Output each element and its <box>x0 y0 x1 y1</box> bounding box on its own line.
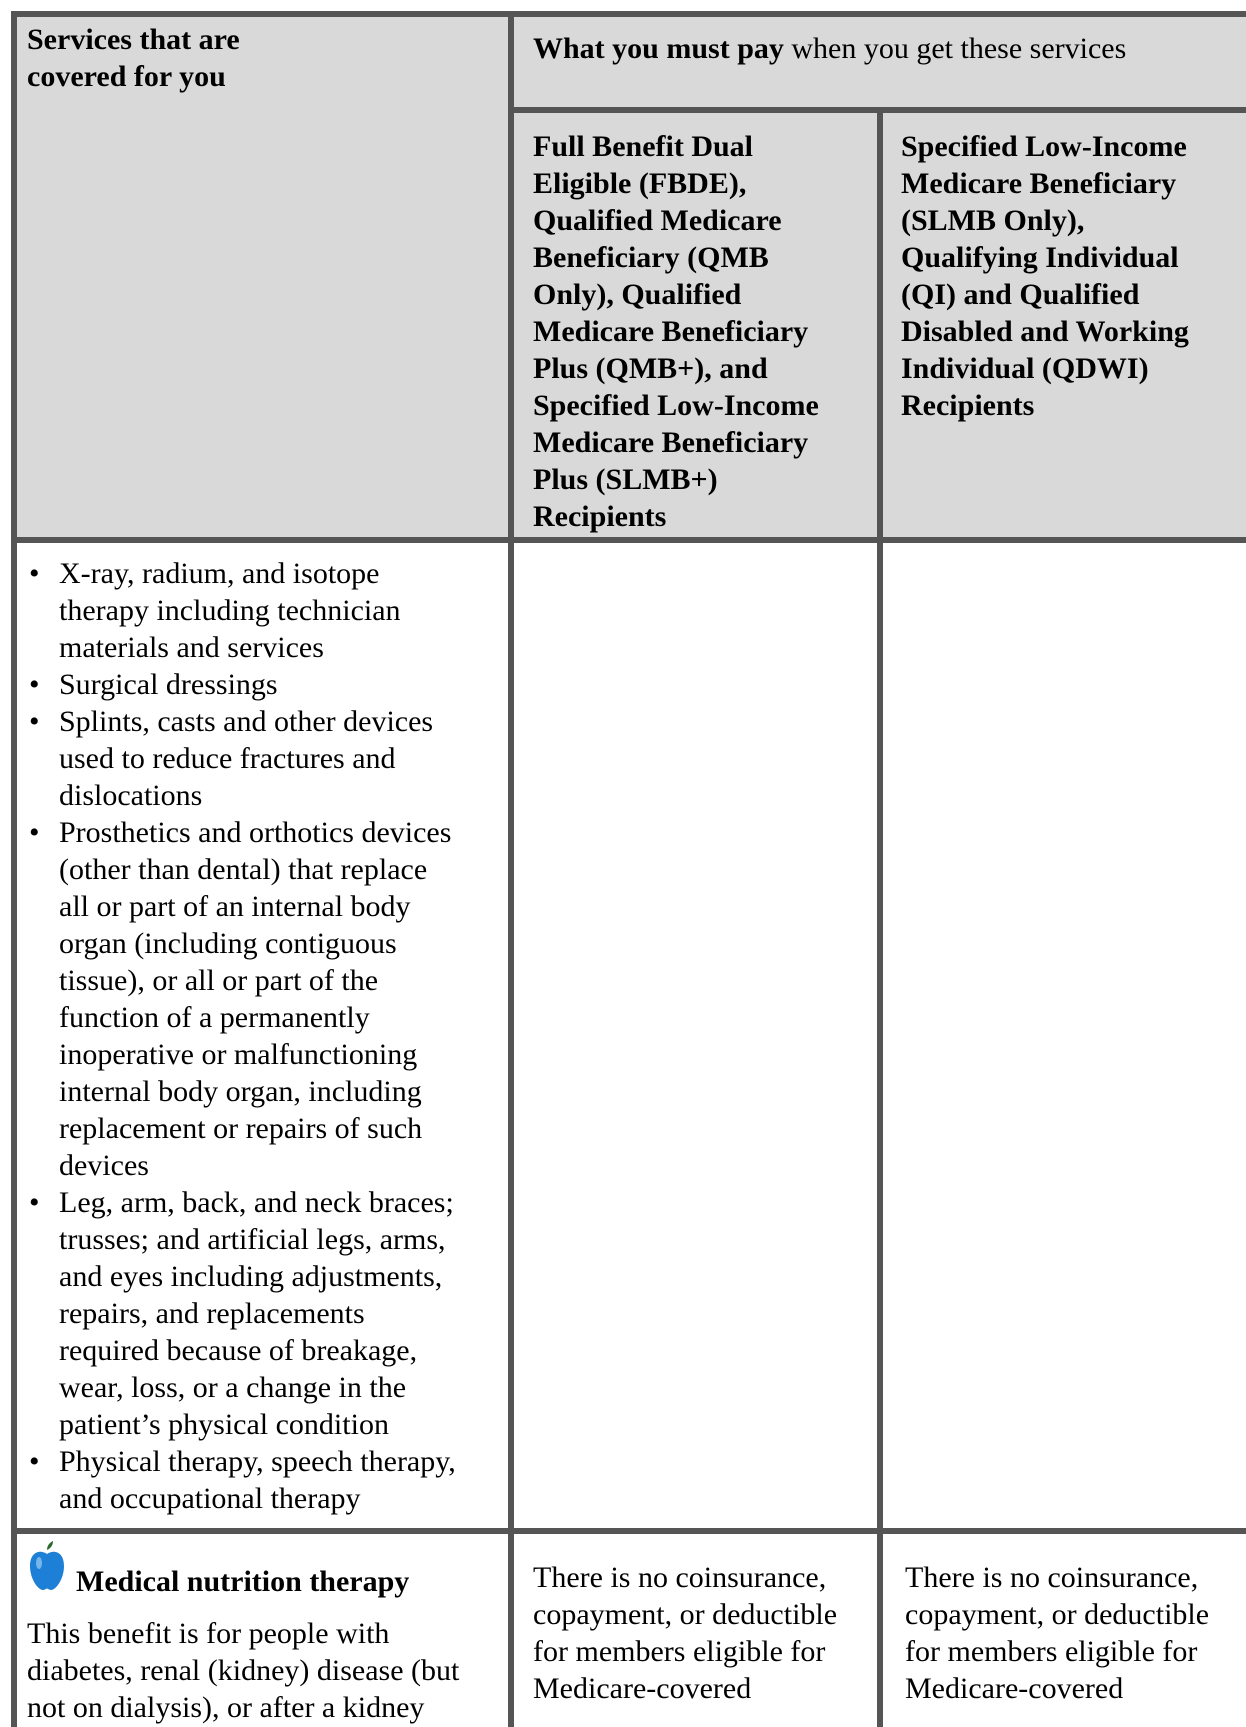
apple-icon <box>28 1541 66 1591</box>
list-item: • Prosthetics and orthotics devices (other than dental) that replace all or part of an internal body organ (including contiguous tissue), or all or part of the function of a permanently inoperative or malfunctioning internal body organ, including replacement or repairs of such devices <box>27 814 502 1184</box>
pay-header-rest: when you get these services <box>783 32 1127 65</box>
slmb-column-header: Specified Low-Income Medicare Beneficiary (SLMB Only), Qualifying Individual (QI) and Qualified Disabled and Working Individual (QDWI) Recipients <box>901 130 1189 422</box>
slmb-cost-text: There is no coinsurance, copayment, or deductible for members eligible for Medicare-covered <box>905 1561 1210 1705</box>
list-item: • Surgical dressings <box>27 666 502 703</box>
row-divider <box>11 1528 1246 1534</box>
services-column-header: Services that are covered for you <box>27 23 240 93</box>
services-header-shade <box>17 17 508 537</box>
list-item: • Physical therapy, speech therapy, and occupational therapy <box>27 1443 502 1517</box>
header-bottom-border <box>11 537 1246 543</box>
table-top-border <box>11 11 1246 17</box>
pay-column-header <box>533 30 1126 67</box>
list-item: • Leg, arm, back, and neck braces; trusses; and artificial legs, arms, and eyes including adjustments, repairs, and replacements required because of breakage, wear, loss, or a change in the patient’s physical condition <box>27 1184 502 1443</box>
pay-header-bottom-border <box>514 107 1246 113</box>
list-item: • Splints, casts and other devices used to reduce fractures and dislocations <box>27 703 502 814</box>
covered-items-list <box>27 555 502 1517</box>
medical-nutrition-therapy-description: This benefit is for people with diabetes, renal (kidney) disease (but not on dialysis), or after a kidney <box>27 1617 460 1724</box>
column-divider-2 <box>877 107 883 1727</box>
fbde-cost-text: There is no coinsurance, copayment, or deductible for members eligible for Medicare-covered <box>533 1561 838 1705</box>
list-item: • X-ray, radium, and isotope therapy including technician materials and services <box>27 555 502 666</box>
medical-nutrition-therapy-title: Medical nutrition therapy <box>76 1565 410 1598</box>
table-left-border <box>11 11 17 1727</box>
fbde-column-header: Full Benefit Dual Eligible (FBDE), Qualified Medicare Beneficiary (QMB Only), Qualified Medicare Beneficiary Plus (QMB+), and Specified Low-Income Medicare Beneficiary Plus (SLMB+) Recipients <box>533 130 819 533</box>
column-divider-1 <box>508 11 514 1727</box>
pay-header-bold: What you must pay <box>533 32 784 65</box>
